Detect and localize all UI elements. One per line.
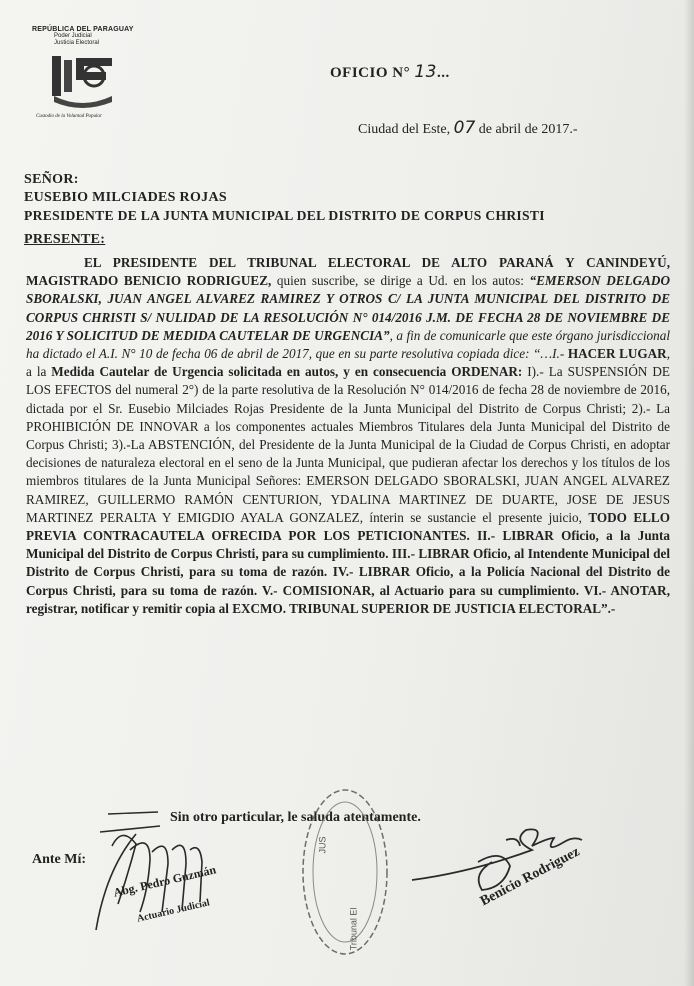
letterhead	[32, 26, 142, 47]
body-text-3: , a la	[26, 346, 671, 380]
letter-body	[26, 254, 670, 618]
date-handwritten-day: 07	[453, 118, 476, 138]
stamp-text-a: JUS	[317, 836, 328, 854]
stamp-text-b: Tribunal El	[348, 907, 359, 951]
medida-cautelar: Medida Cautelar de Urgencia solicitada en autos, y en consecuencia ORDENAR:	[51, 364, 523, 380]
closing-line: Sin otro particular, le saluda atentamente.	[170, 810, 421, 825]
recipient-name: EUSEBIO MILCIADES ROJAS	[24, 190, 227, 205]
resolutive-tail: TODO ELLO PREVIA CONTRACAUTELA OFRECIDA POR LOS PETICIONANTES. II.- LIBRAR Oficio, a la Junta Municipal del Distrito de Corpus Christi, para su cumplimiento. III.- LIBRAR Oficio, al Intendente Municipal del Distrito de Corpus Christi, para su toma de razón. IV.- LIBRAR Oficio, a la Policía Nacional del Distrito de Corpus Christi, para su toma de razón. V.- COMISIONAR, al Actuario para su cumplimiento. VI.- ANOTAR, registrar, notificar y remitir copia al EXCMO. TRIBUNAL SUPERIOR DE JUSTICIA ELECTORAL”.-	[26, 509, 670, 616]
recipient-presente: PRESENTE:	[24, 232, 106, 247]
date-suffix: de abril de 2017.-	[478, 122, 578, 137]
letterhead-branch-2: Justicia Electoral	[54, 40, 100, 46]
page-edge-shadow	[684, 0, 694, 986]
letter-paragraph	[26, 254, 670, 618]
letterhead-branch-1: Poder Judicial	[54, 33, 92, 39]
date-prefix: Ciudad del Este,	[358, 122, 451, 137]
oficio-label: OFICIO N°	[330, 65, 411, 81]
left-signature-dash	[108, 812, 158, 814]
right-signatory-name: Benicio Rodriguez	[478, 844, 583, 910]
document-date	[358, 118, 578, 138]
hacer-lugar: HACER LUGAR	[567, 346, 667, 362]
letterhead-republic: REPÚBLICA DEL PARAGUAY	[32, 26, 134, 33]
body-text-1: quien suscribe, se dirige a Ud. en los autos:	[271, 273, 530, 289]
left-signatory-role: Actuario Judicial	[136, 897, 211, 925]
case-title: “EMERSON DELGADO SBORALSKI, JUAN ANGEL ALVAREZ RAMIREZ Y OTROS C/ LA JUNTA MUNICIPAL DEL DISTRITO DE CORPUS CHRISTI S/ NULIDAD DE LA RESOLUCIÓN N° 014/2016 J.M. DE FECHA 28 DE NOVIEMBRE DE 2016 Y SOLICITUD DE MEDIDA CAUTELAR DE URGENCIA”	[26, 273, 670, 343]
body-text-4: I).- La SUSPENSIÓN DE LOS EFECTOS del numeral 2°) de la parte resolutiva de la Resolución N° 014/2016 de fecha 28 de noviembre de 2016, dictada por el Sr. Eusebio Milciades Rojas Presidente de la Junta Municipal del Distrito de Corpus Christi; 2).- La PROHIBICIÓN DE INNOVAR a los componentes actuales Miembros Titulares dela Junta Municipal del Distrito de Corpus Christi; 3).-La ABSTENCIÓN, del Presidente de la Junta Municipal de la Ciudad de Corpus Christi, en adoptar decisiones de naturaleza electoral en el seno de la Junta Municipal, que pudieran afectar los derechos y los títulos de los miembros titulares de la Junta Municipal Señores: EMERSON DELGADO SBORALSKI, JUAN ANGEL ALVAREZ RAMIREZ, GUILLERMO RAMÓN CENTURION, YDALINA MARTINEZ DE DUARTE, JOSE DE JESUS MARTINEZ PERALTA Y EMIGDIO AYALA GONZALEZ, ínterin se sustancie el presente juicio,	[26, 364, 670, 525]
recipient-title: PRESIDENTE DE LA JUNTA MUNICIPAL DEL DISTRITO DE CORPUS CHRISTI	[24, 208, 545, 223]
body-text-2: , a fin de comunicarle que este órgano jurisdiccional ha dictado el A.I. N° 10 de fecha 06 de abril de 2017, que en su parte resolutiva copiada dice: “…I.-	[26, 327, 670, 362]
recipient-salutation: SEÑOR:	[24, 172, 79, 187]
oficio-handwritten-number: 13	[414, 62, 437, 82]
ante-mi-label: Ante Mí:	[32, 852, 87, 867]
oficio-number	[330, 62, 450, 82]
oficio-suffix: ...	[436, 65, 450, 81]
opening-statement: EL PRESIDENTE DEL TRIBUNAL ELECTORAL DE ALTO PARANÁ Y CANINDEYÚ, MAGISTRADO BENICIO RODRIGUEZ,	[26, 255, 670, 289]
justicia-electoral-logo-icon	[50, 52, 116, 110]
left-signatory-name: Abg. Pedro Guzmán	[112, 862, 218, 900]
letterhead-motto: Custodio de la Voluntad Popular	[36, 114, 102, 119]
